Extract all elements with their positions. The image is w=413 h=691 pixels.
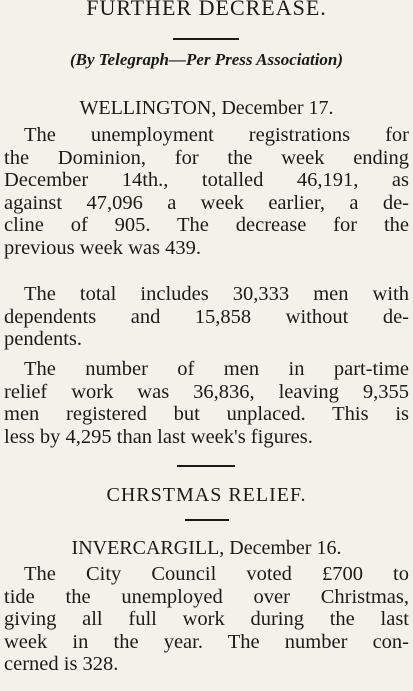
text-line: The total includes 30,333 men with <box>24 283 409 305</box>
text-line: the Dominion, for the week ending <box>4 146 409 169</box>
paragraph-relief-work <box>4 358 409 448</box>
text-line: week in the year. The number con- <box>4 630 409 653</box>
paragraph-registrations <box>4 124 409 260</box>
text-line: The unemployment registrations for <box>24 124 409 146</box>
text-line: against 47,096 a week earlier, a de- <box>4 191 409 214</box>
headline-rule <box>173 38 239 40</box>
text-line: previous week was 439. <box>4 236 201 259</box>
text-line: men registered but unplaced. This is <box>4 403 409 426</box>
headline-rule <box>185 519 229 521</box>
text-line: less by 4,295 than last week's figures. <box>4 425 313 448</box>
text-line: relief work was 36,836, leaving 9,355 <box>4 380 409 403</box>
text-line: December 14th., totalled 46,191, as <box>4 169 409 192</box>
dateline-wellington: WELLINGTON, December 17. <box>79 97 334 119</box>
text-line: cerned is 328. <box>4 653 119 676</box>
text-line: The City Council voted £700 to <box>24 563 409 585</box>
text-line: The number of men in part-time <box>24 358 409 380</box>
text-line: giving all full work during the last <box>4 608 409 631</box>
text-line: dependents and 15,858 without de- <box>4 305 409 328</box>
headline-further-decrease: FURTHER DECREASE. <box>86 0 327 20</box>
headline-christmas-relief: CHRSTMAS RELIEF. <box>106 484 307 506</box>
paragraph-council-vote <box>4 563 409 676</box>
dateline-invercargill: INVERCARGILL, December 16. <box>71 537 342 559</box>
text-line: pendents. <box>4 328 82 351</box>
text-line: tide the unemployed over Christmas, <box>4 585 409 608</box>
text-line: cline of 905. The decrease for the <box>4 214 409 237</box>
section-rule <box>177 465 235 467</box>
paragraph-dependents <box>4 283 409 351</box>
byline: (By Telegraph—Per Press Association) <box>69 50 344 69</box>
